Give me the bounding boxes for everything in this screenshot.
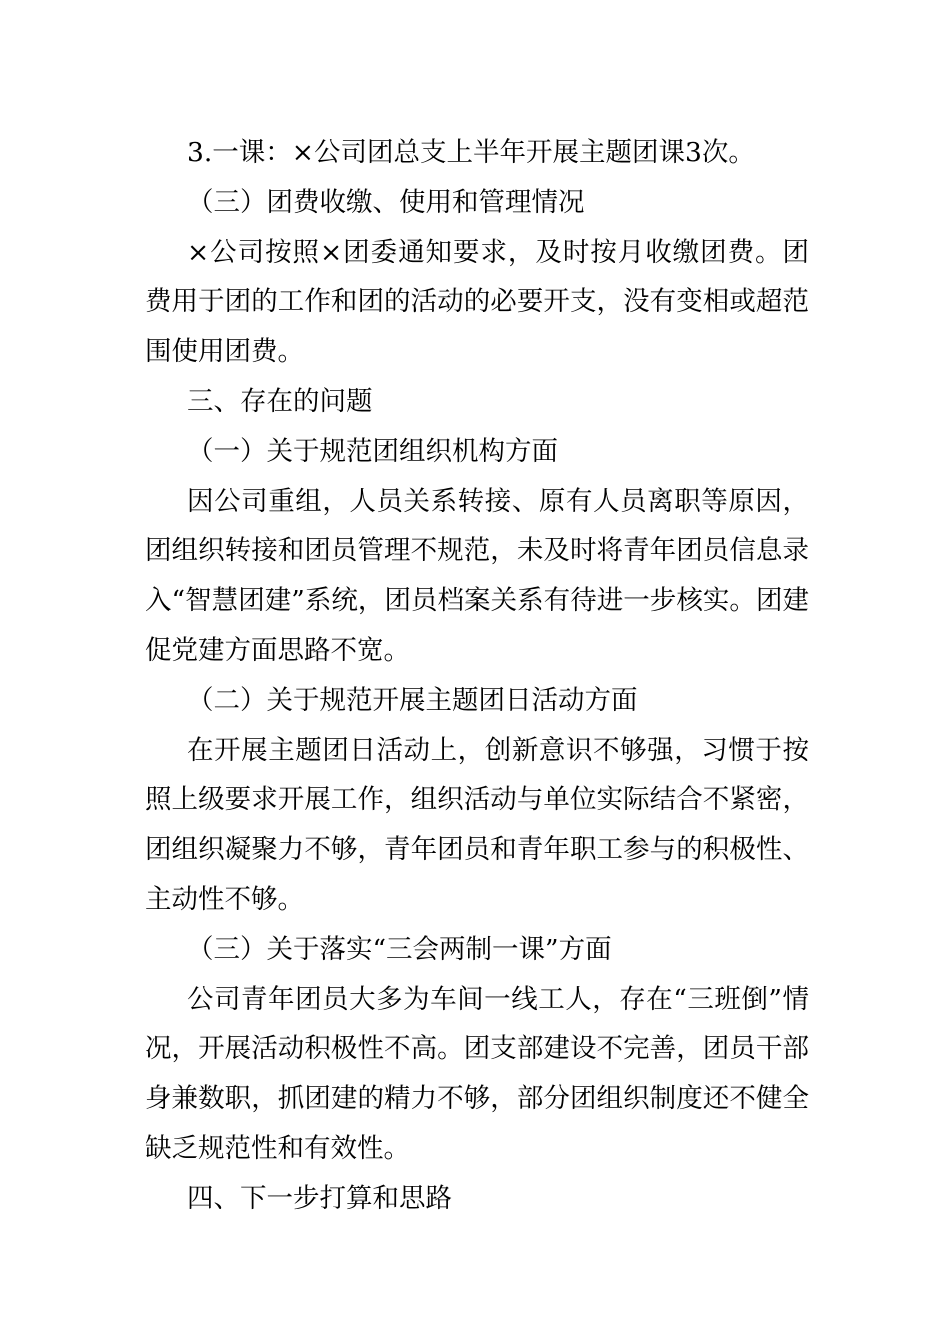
paragraph-organization-structure: 因公司重组，人员关系转接、原有人员离职等原因，团组织转接和团员管理不规范，未及时将青年团员信息录入“智慧团建”系统，团员档案关系有待进一步核实。团建促党建方面思路不宽。 [145, 485, 809, 666]
document-body [145, 128, 809, 1224]
paragraph-course-count: 3.一课：×公司团总支上半年开展主题团课3次。 [187, 137, 755, 168]
heading-next-steps: 四、下一步打算和思路 [187, 1182, 452, 1214]
heading-organization-structure: （一）关于规范团组织机构方面 [187, 435, 558, 467]
heading-theme-day-activities: （二）关于规范开展主题团日活动方面 [187, 684, 638, 716]
heading-three-meetings: （三）关于落实“三会两制一课”方面 [187, 933, 612, 965]
heading-existing-problems: 三、存在的问题 [187, 385, 373, 417]
paragraph-three-meetings: 公司青年团员大多为车间一线工人，存在“三班倒”情况，开展活动积极性不高。团支部建设不完善，团员干部身兼数职，抓团建的精力不够，部分团组织制度还不健全缺乏规范性和有效性。 [145, 983, 809, 1164]
heading-league-fee: （三）团费收缴、使用和管理情况 [187, 186, 585, 218]
paragraph-theme-day-activities: 在开展主题团日活动上，创新意识不够强，习惯于按照上级要求开展工作，组织活动与单位实际结合不紧密，团组织凝聚力不够，青年团员和青年职工参与的积极性、主动性不够。 [145, 734, 809, 915]
paragraph-league-fee: ×公司按照×团委通知要求，及时按月收缴团费。团费用于团的工作和团的活动的必要开支，没有变相或超范围使用团费。 [145, 236, 809, 368]
